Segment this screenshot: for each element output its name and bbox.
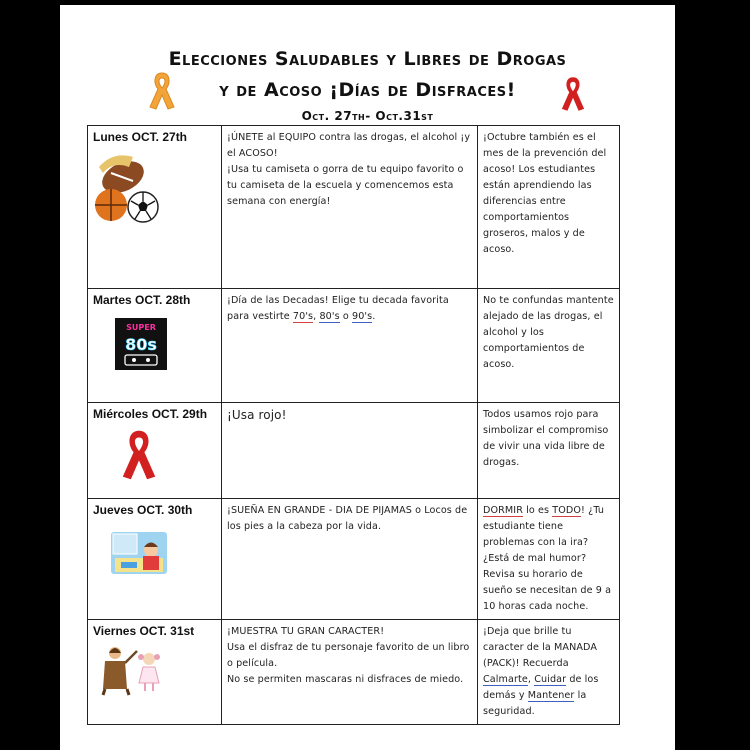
note-cuidar: Cuidar: [534, 674, 567, 685]
note-text: ,: [527, 674, 535, 685]
activity-cell: [222, 289, 478, 403]
activity-text: ¡Día de las Decadas! Elige tu decada favorita para vestirte: [227, 295, 449, 322]
note-text: ! ¿Tu estudiante tiene problemas con la ira? ¿Está de mal humor? Revisa su horario de sueño se necesitan de 9 a 10 horas cada noche.: [483, 505, 612, 612]
costume-characters-icon: [93, 645, 173, 697]
note-todo: TODO: [552, 505, 582, 516]
activity-cell: [222, 499, 478, 620]
day-label: Jueves OCT. 30th: [93, 503, 193, 517]
activity-cell: [222, 403, 478, 499]
date-range: Oct. 27th- Oct.31st: [301, 109, 434, 123]
day-cell: [88, 126, 222, 289]
day-label: Lunes OCT. 27th: [93, 130, 188, 144]
note-text: la seguridad.: [483, 690, 587, 717]
pajama-kid-icon: [111, 532, 167, 574]
activity-text: ¡Usa rojo!: [227, 408, 287, 422]
activity-text: ¡SUEÑA EN GRANDE - DIA DE PIJAMAS o Locos de los pies a la cabeza por la vida.: [227, 505, 468, 532]
note-cell: [478, 403, 620, 499]
day-cell: [88, 499, 222, 620]
icon-text-80s: 80s: [125, 335, 157, 354]
day-label: Viernes OCT. 31st: [93, 624, 195, 638]
note-text: ¡Deja que brille tu caracter de la MANADA (PACK)! Recuerda: [483, 626, 598, 669]
decade-70s: 70's: [292, 311, 314, 322]
table-row-thursday: [88, 499, 620, 620]
note-text: Todos usamos rojo para simbolizar el compromiso de vivir una vida libre de drogas.: [483, 409, 609, 468]
note-text: de los demás y: [483, 674, 599, 701]
note-cell: [478, 499, 620, 620]
day-cell: [88, 403, 222, 499]
note-cell: [478, 620, 620, 725]
day-label: Martes OCT. 28th: [93, 293, 191, 307]
activity-cell: [222, 620, 478, 725]
activity-text-1: ¡ÚNETE al EQUIPO contra las drogas, el alcohol ¡y el ACOSO!: [227, 132, 471, 159]
note-cell: [478, 289, 620, 403]
table-row-wednesday: [88, 403, 620, 499]
day-cell: [88, 289, 222, 403]
activity-text-2: Usa el disfraz de tu personaje favorito de un libro o película.: [227, 642, 470, 669]
sports-balls-icon: [93, 151, 163, 227]
day-label: Miércoles OCT. 29th: [93, 407, 208, 421]
decade-90s: 90's: [352, 311, 373, 322]
table-row-monday: [88, 126, 620, 289]
red-ribbon-icon: [119, 428, 159, 482]
activity-text-1: ¡MUESTRA TU GRAN CARACTER!: [227, 626, 385, 637]
activity-text-2: ¡Usa tu camiseta o gorra de tu equipo favorito o tu camiseta de la escuela y comencemos esta semana con energía!: [227, 164, 464, 207]
separator: o: [339, 311, 352, 322]
separator: ,: [313, 311, 320, 322]
title-line-2: y de Acoso ¡Días de Disfraces!: [219, 79, 516, 101]
note-cell: [478, 126, 620, 289]
super-80s-cassette-icon: [115, 318, 167, 370]
activity-cell: [222, 126, 478, 289]
table-row-friday: [88, 620, 620, 725]
title-line-1: Elecciones Saludables y Libres de Drogas: [168, 48, 567, 70]
note-text: ¡Octubre también es el mes de la prevención del acoso! Los estudiantes están aprendiendo las diferencias entre comportamientos groseros, malos y de acoso.: [483, 132, 607, 255]
activity-text-3: No se permiten mascaras ni disfraces de miedo.: [227, 674, 464, 685]
icon-text-super: SUPER: [126, 323, 156, 332]
note-mantener: Mantener: [527, 690, 575, 701]
flyer-page: [60, 5, 675, 750]
decade-80s: 80's: [319, 311, 340, 322]
note-dormir: DORMIR: [483, 505, 523, 516]
separator: .: [372, 311, 376, 322]
note-calmarte: Calmarte: [483, 674, 528, 685]
note-text: No te confundas mantente alejado de las drogas, el alcohol y los comportamientos de acoso.: [483, 295, 614, 370]
table-row-tuesday: [88, 289, 620, 403]
note-text: lo es: [522, 505, 553, 516]
day-cell: [88, 620, 222, 725]
schedule-table: [87, 125, 620, 725]
